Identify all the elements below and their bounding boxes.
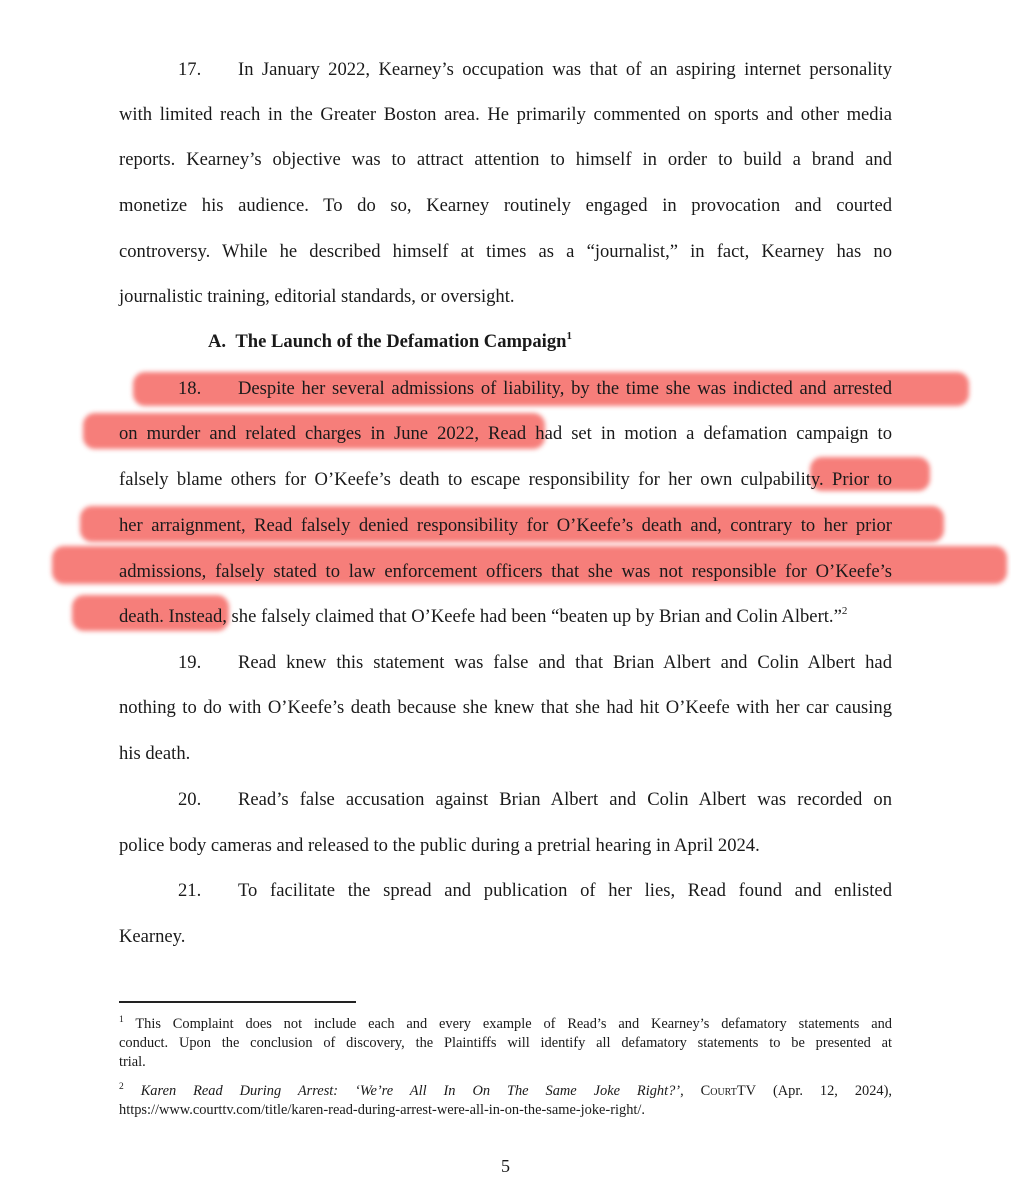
paragraph-line: To facilitate the spread and publication of her lies, Read found and enlisted	[238, 880, 892, 901]
footnote-line: trial.	[119, 1054, 146, 1070]
paragraph-line-text: death. Instead, she falsely claimed that O’Keefe had been “beaten up by Brian and Colin Albert.”	[119, 606, 842, 627]
footnote-case-title: Karen Read During Arrest: ‘We’re All In On The Same Joke Right?’	[140, 1083, 681, 1099]
paragraph-number: 21.	[178, 880, 202, 901]
section-letter: A.	[208, 331, 227, 352]
paragraph-line: Read knew this statement was false and that Brian Albert and Colin Albert had	[238, 652, 892, 673]
paragraph-line: with limited reach in the Greater Boston area. He primarily commented on sports and other media	[119, 104, 892, 125]
paragraph-number: 19.	[178, 652, 202, 673]
footnote-url: https://www.courttv.com/title/karen-read-during-arrest-were-all-in-on-the-same-joke-right/.	[119, 1102, 645, 1118]
paragraph-line: monetize his audience. To do so, Kearney routinely engaged in provocation and courted	[119, 195, 892, 216]
paragraph-line: on murder and related charges in June 2022, Read had set in motion a defamation campaign to	[119, 423, 892, 444]
footnote-ref: 2	[841, 605, 848, 617]
paragraph-line	[119, 605, 892, 629]
footnote-text: This Complaint does not include each and every example of Read’s and Kearney’s defamatory statements and	[135, 1016, 892, 1032]
paragraph-line: Read’s false accusation against Brian Albert and Colin Albert was recorded on	[238, 789, 892, 810]
footnote-line: $^2$ Karen Read During Arrest: ‘We’re All In On The Same Joke Right?’, CourtTV (Apr. 12, 2024),	[119, 1082, 892, 1099]
paragraph-line: journalistic training, editorial standards, or oversight.	[119, 286, 515, 307]
paragraph-line: controversy. While he described himself at times as a “journalist,” in fact, Kearney has no	[119, 241, 892, 262]
paragraph-number: 20.	[178, 789, 202, 810]
paragraph-line: Despite her several admissions of liability, by the time she was indicted and arrested	[238, 378, 892, 399]
paragraph-line: Kearney.	[119, 926, 186, 947]
paragraph-number: 18.	[178, 378, 202, 399]
footnote-separator	[119, 1001, 356, 1003]
paragraph-line: reports. Kearney’s objective was to attract attention to himself in order to build a brand and	[119, 149, 892, 170]
footnote-line: conduct. Upon the conclusion of discovery, the Plaintiffs will identify all defamatory statements to be presented at	[119, 1035, 892, 1051]
footnote-number: 1	[119, 1015, 124, 1025]
footnote-ref: 1	[566, 330, 572, 342]
paragraph-line: his death.	[119, 743, 191, 764]
footnote-date: (Apr. 12, 2024),	[772, 1083, 892, 1099]
paragraph-number: 17.	[178, 59, 202, 80]
footnote-number: 2	[119, 1082, 124, 1092]
section-title: The Launch of the Defamation Campaign	[235, 331, 567, 352]
section-heading	[208, 331, 572, 353]
paragraph-line: admissions, falsely stated to law enforcement officers that she was not responsible for O’Keefe’s	[119, 561, 892, 582]
paragraph-line: falsely blame others for O’Keefe’s death to escape responsibility for her own culpability. Prior to	[119, 469, 892, 490]
paragraph-line: police body cameras and released to the public during a pretrial hearing in April 2024.	[119, 835, 760, 856]
paragraph-line: her arraignment, Read falsely denied responsibility for O’Keefe’s death and, contrary to her prior	[119, 515, 892, 536]
paragraph-line: nothing to do with O’Keefe’s death because she knew that she had hit O’Keefe with her car causing	[119, 697, 892, 718]
footnote-source: CourtTV	[700, 1083, 757, 1099]
paragraph-line: In January 2022, Kearney’s occupation was that of an aspiring internet personality	[238, 59, 892, 80]
page-number: 5	[501, 1156, 510, 1176]
footnote-line	[119, 1015, 892, 1033]
